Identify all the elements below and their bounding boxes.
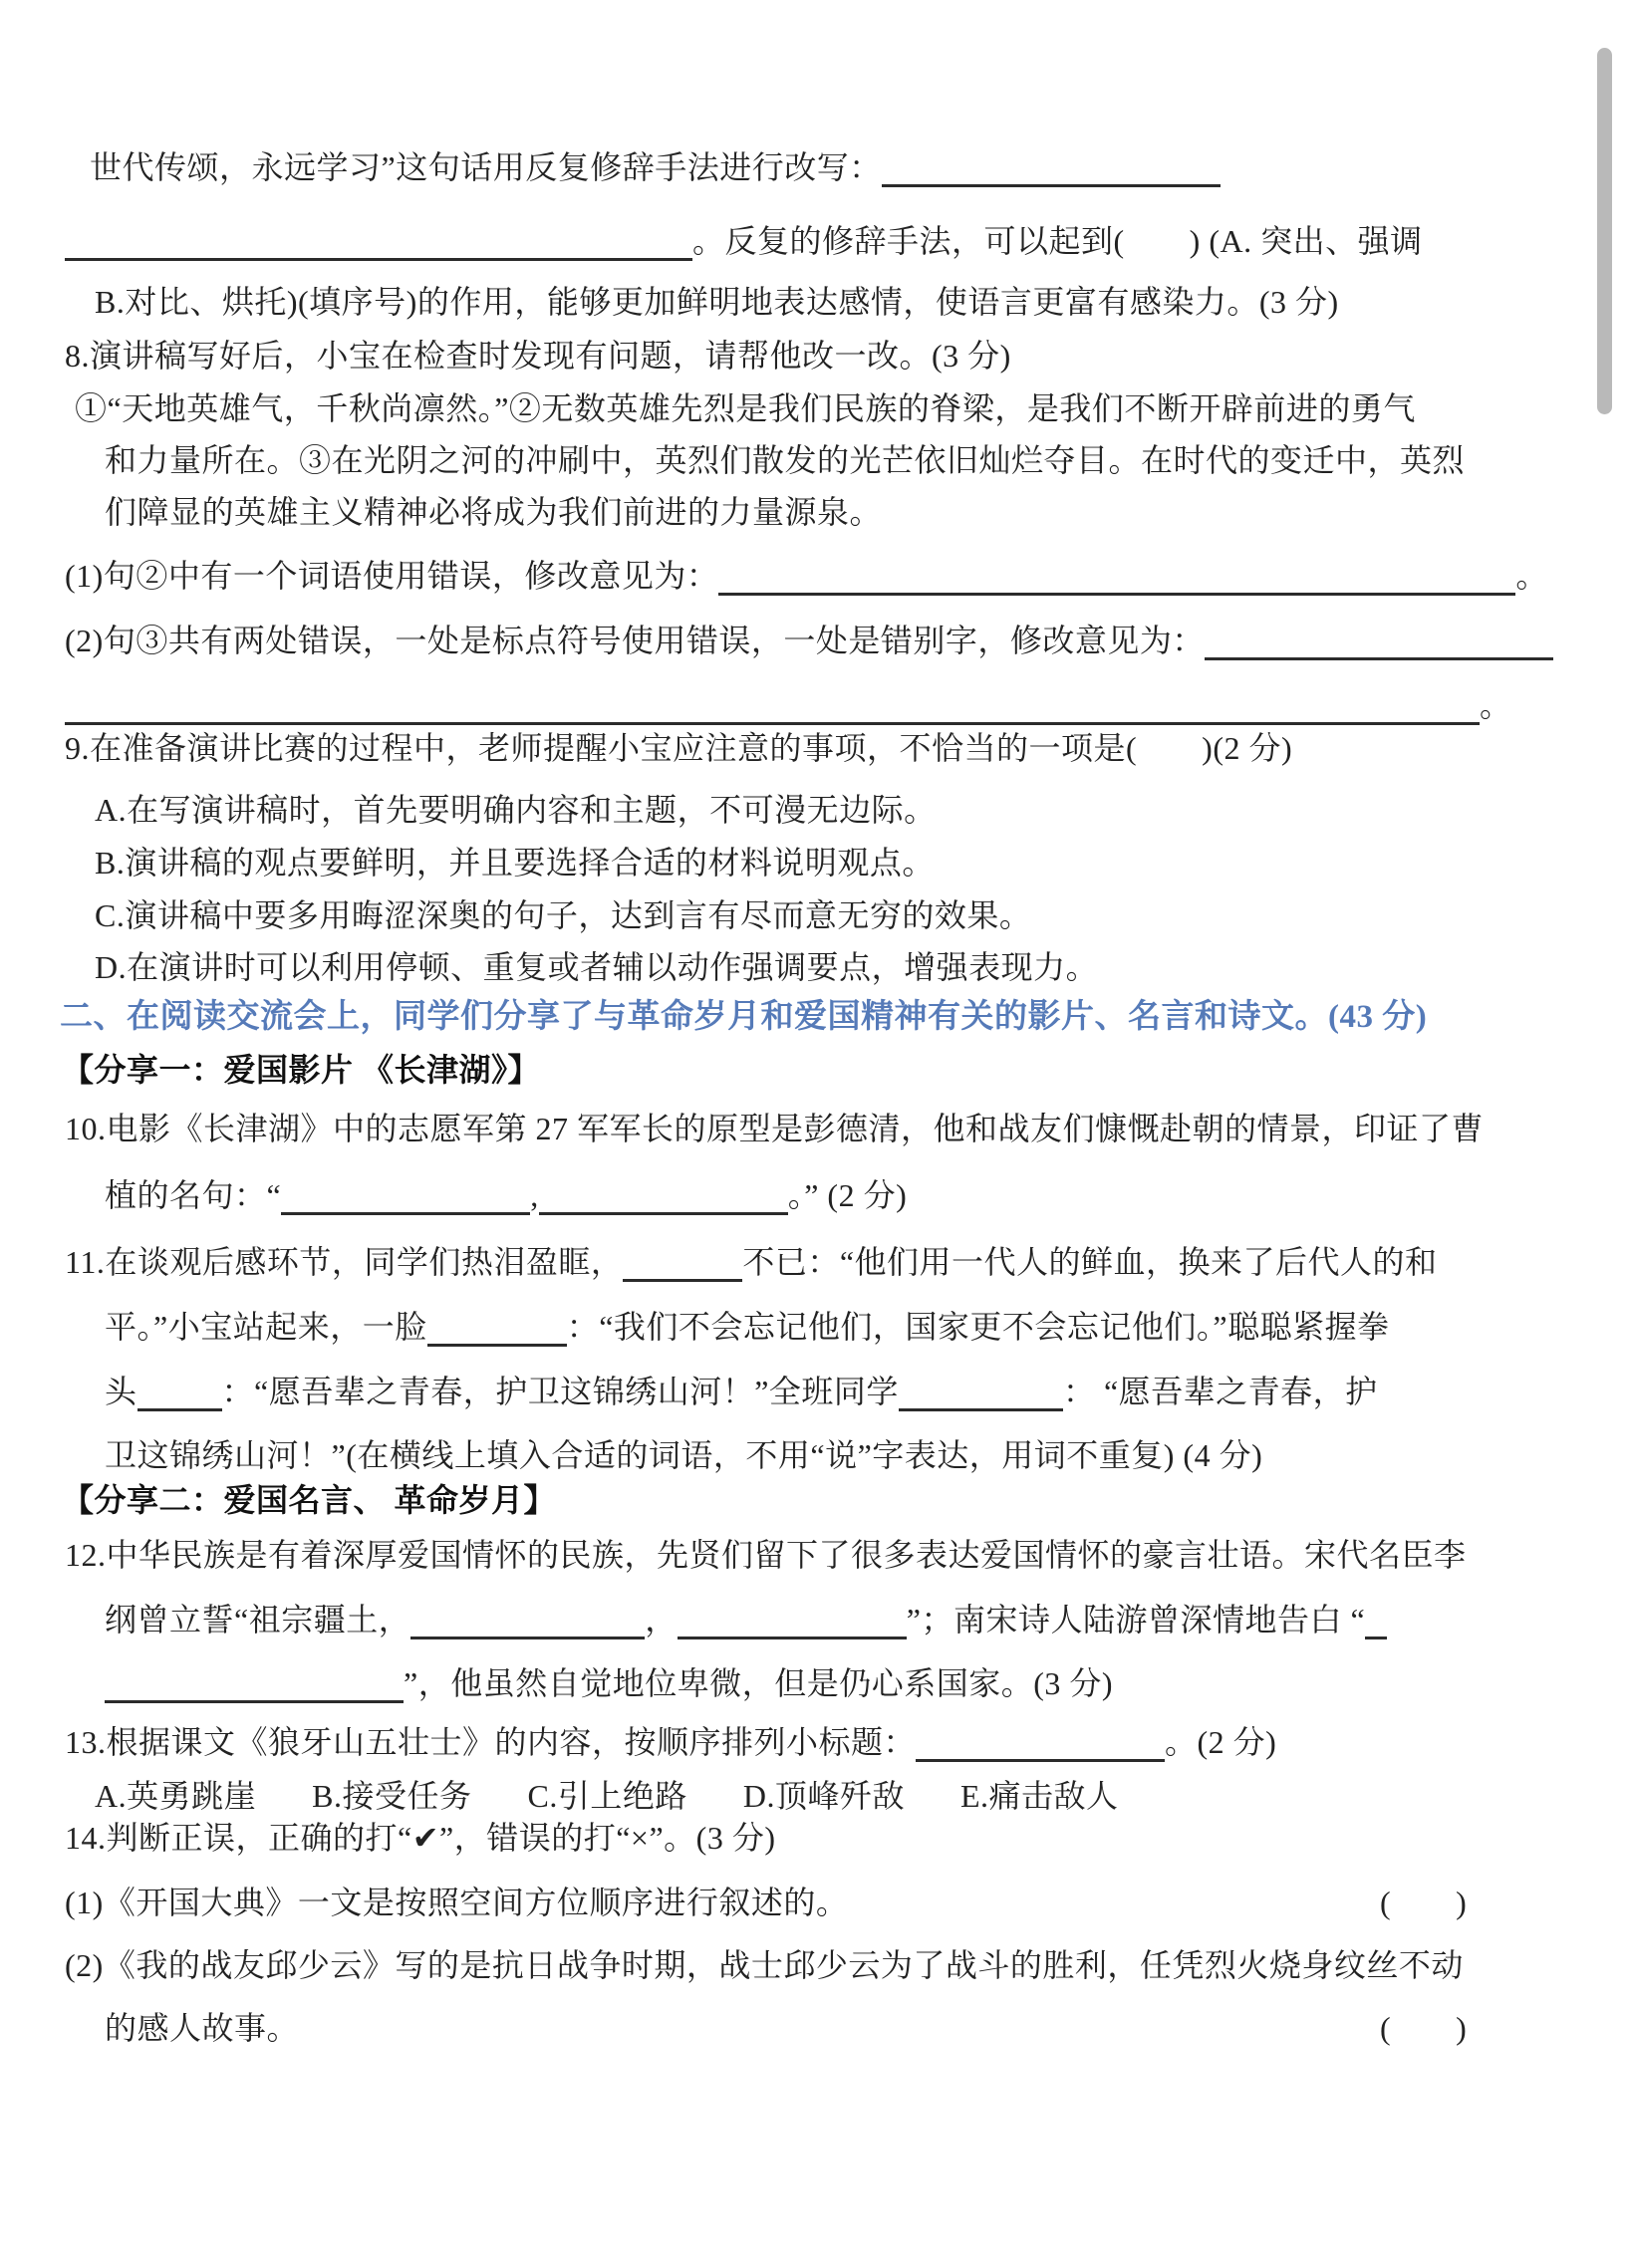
fill-blank <box>281 1176 530 1215</box>
question-14-sub-1-text: (1)《开国大典》一文是按照空间方位顺序进行叙述的。 <box>65 1885 849 1920</box>
question-12-line-1 <box>65 1535 1467 1575</box>
question-7-effect-text: 。反复的修辞手法，可以起到( ) (A. 突出、强调 <box>692 223 1423 259</box>
question-9-option-d <box>95 947 1098 987</box>
question-8-passage-line-3 <box>105 492 882 532</box>
subtitle-option: A.英勇跳崖 <box>95 1778 257 1814</box>
question-9-stem-text: 9.在准备演讲比赛的过程中，老师提醒小宝应注意的事项，不恰当的一项是( )(2 分) <box>65 730 1293 766</box>
question-11-line-3 <box>105 1372 1378 1411</box>
fill-blank <box>899 1373 1063 1411</box>
question-14-stem <box>65 1818 776 1858</box>
fill-blank <box>539 1176 788 1215</box>
question-7-rewrite-line <box>90 147 1221 187</box>
question-12-line-2 <box>105 1600 1387 1639</box>
share-one-heading-text: 【分享一：爱国影片 《长津湖》】 <box>62 1052 541 1088</box>
subtitle-option: E.痛击敌人 <box>959 1778 1119 1814</box>
option-text: C.演讲稿中要多用晦涩深奥的句子，达到言有尽而意无穷的效果。 <box>95 897 1032 933</box>
question-7-rewrite-text: 世代传颂，永远学习”这句话用反复修辞手法进行改写： <box>90 149 882 185</box>
passage-text: ①“天地英雄气，千秋尚凛然。”②无数英雄先烈是我们民族的脊梁，是我们不断开辟前进的勇气 <box>75 390 1416 426</box>
question-9-option-b <box>95 843 935 882</box>
question-11-text: 卫这锦绣山河！”(在横线上填入合适的词语，不用“说”字表达，用词不重复) (4 分) <box>105 1437 1263 1473</box>
share-one-heading <box>62 1050 540 1090</box>
question-11-text: ：“愿吾辈之青春，护卫这锦绣山河！”全班同学 <box>221 1374 899 1409</box>
passage-text: 和力量所在。③在光阴之河的冲刷中，英烈们散发的光芒依旧灿烂夺目。在时代的变迁中，英烈 <box>105 442 1466 478</box>
question-14-stem-text: 14.判断正误，正确的打“✔”，错误的打“×”。(3 分) <box>65 1820 776 1856</box>
question-8-sub-2 <box>65 621 1553 660</box>
section-two-heading-text: 二、在阅读交流会上，同学们分享了与革命岁月和爱国精神有关的影片、名言和诗文。(43 分) <box>60 999 1428 1035</box>
question-12-text: ”，他虽然自觉地位卑微，但是仍心系国家。(3 分) <box>404 1665 1114 1701</box>
fill-blank <box>1205 622 1553 660</box>
question-12-text: 纲曾立誓“祖宗疆土， <box>105 1602 411 1638</box>
question-10-text: 10.电影《长津湖》中的志愿军第 27 军军长的原型是彭德清，他和战友们慷慨赴朝的情景，印证了曹 <box>65 1111 1485 1146</box>
question-11-text: 不已：“他们用一代人的鲜血，换来了后代人的和 <box>742 1244 1438 1280</box>
option-text: A.在写演讲稿时，首先要明确内容和主题，不可漫无边际。 <box>95 792 937 828</box>
question-14-sub-2-line-2 <box>105 2008 299 2048</box>
answer-bracket: ( ) <box>1380 1885 1468 1920</box>
question-10-line-2 <box>105 1175 907 1215</box>
question-11-text: 11.在谈观后感环节，同学们热泪盈眶， <box>65 1244 624 1280</box>
period: 。 <box>1480 687 1512 723</box>
question-8-answer-overflow-line <box>65 685 1512 725</box>
question-10-line-1 <box>65 1109 1484 1148</box>
question-11-text: 头 <box>105 1374 137 1409</box>
question-13-text: 。(2 分) <box>1165 1724 1277 1760</box>
question-10-quote-end: 。” (2 分) <box>787 1177 908 1213</box>
comma: , <box>530 1177 539 1213</box>
question-9-option-a <box>95 790 937 830</box>
passage-text: 们障显的英雄主义精神必将成为我们前进的力量源泉。 <box>105 494 883 530</box>
question-12-text: 12.中华民族是有着深厚爱国情怀的民族，先贤们留下了很多表达爱国情怀的豪言壮语。宋代名臣李 <box>65 1537 1467 1573</box>
fill-blank <box>1365 1601 1387 1639</box>
fill-blank <box>137 1373 222 1411</box>
question-12-text: ”；南宋诗人陆游曾深情地告白 “ <box>906 1602 1366 1638</box>
question-14-sub-1-answer-bracket <box>1380 1883 1467 1922</box>
question-8-sub-1-text: (1)句②中有一个词语使用错误，修改意见为： <box>65 558 719 594</box>
question-7-option-b-line <box>95 282 1339 322</box>
question-11-line-4 <box>105 1435 1262 1475</box>
question-9-stem <box>65 728 1292 768</box>
fill-blank <box>882 148 1221 187</box>
question-7-repeat-effect-line <box>65 221 1423 261</box>
question-13-options <box>95 1776 1119 1816</box>
subtitle-option: B.接受任务 <box>312 1778 472 1814</box>
fill-blank <box>105 1664 404 1703</box>
scrollbar-thumb[interactable] <box>1597 48 1612 414</box>
share-two-heading-text: 【分享二：爱国名言、 革命岁月】 <box>62 1482 557 1518</box>
option-text: D.在演讲时可以利用停顿、重复或者辅以动作强调要点，增强表现力。 <box>95 949 1099 985</box>
answer-bracket: ( ) <box>1380 2010 1468 2046</box>
fill-blank <box>65 222 692 261</box>
fill-blank <box>678 1601 907 1639</box>
section-two-heading <box>60 997 1427 1037</box>
question-13-text: 13.根据课文《狼牙山五壮士》的内容，按顺序排列小标题： <box>65 1724 917 1760</box>
subtitle-option: D.顶峰歼敌 <box>742 1778 905 1814</box>
question-13-stem <box>65 1722 1276 1762</box>
question-8-passage-line-1 <box>75 388 1416 428</box>
question-8-stem-text: 8.演讲稿写好后，小宝在检查时发现有问题，请帮他改一改。(3 分) <box>65 338 1011 374</box>
question-11-line-1 <box>65 1242 1438 1282</box>
fill-blank <box>916 1723 1165 1762</box>
question-8-passage-line-2 <box>105 440 1465 480</box>
fill-blank <box>410 1601 645 1639</box>
fill-blank <box>718 557 1515 596</box>
question-8-stem <box>65 336 1011 376</box>
question-14-sub-1 <box>65 1883 848 1922</box>
question-12-line-3 <box>105 1663 1113 1703</box>
question-14-sub-2-answer-bracket <box>1380 2008 1467 2048</box>
fill-blank <box>65 686 1480 725</box>
question-14-sub-2-text: (2)《我的战友邱少云》写的是抗日战争时期，战士邱少云为了战斗的胜利，任凭烈火烧身纹丝不动 <box>65 1947 1464 1983</box>
subtitle-option: C.引上绝路 <box>527 1778 687 1814</box>
question-8-sub-1 <box>65 556 1548 596</box>
fill-blank <box>427 1308 567 1347</box>
option-text: B.演讲稿的观点要鲜明，并且要选择合适的材料说明观点。 <box>95 845 935 881</box>
question-14-sub-2-text: 的感人故事。 <box>105 2010 300 2046</box>
question-10-quote-lead: 植的名句：“ <box>105 1177 282 1213</box>
question-11-text: 平。”小宝站起来，一脸 <box>105 1309 427 1345</box>
question-9-option-c <box>95 895 1031 935</box>
comma: ， <box>645 1602 678 1638</box>
question-7-option-b-text: B.对比、烘托)(填序号)的作用，能够更加鲜明地表达感情，使语言更富有感染力。(3 分) <box>95 284 1339 320</box>
question-11-line-2 <box>105 1307 1390 1347</box>
share-two-heading <box>62 1480 556 1520</box>
question-11-text: ：“我们不会忘记他们，国家更不会忘记他们。”聪聪紧握拳 <box>566 1309 1390 1345</box>
question-8-sub-2-text: (2)句③共有两处错误，一处是标点符号使用错误，一处是错别字，修改意见为： <box>65 623 1205 658</box>
period: 。 <box>1515 558 1548 594</box>
fill-blank <box>623 1243 742 1282</box>
question-11-text: ： “愿吾辈之青春，护 <box>1062 1374 1378 1409</box>
question-14-sub-2-line-1 <box>65 1945 1464 1985</box>
